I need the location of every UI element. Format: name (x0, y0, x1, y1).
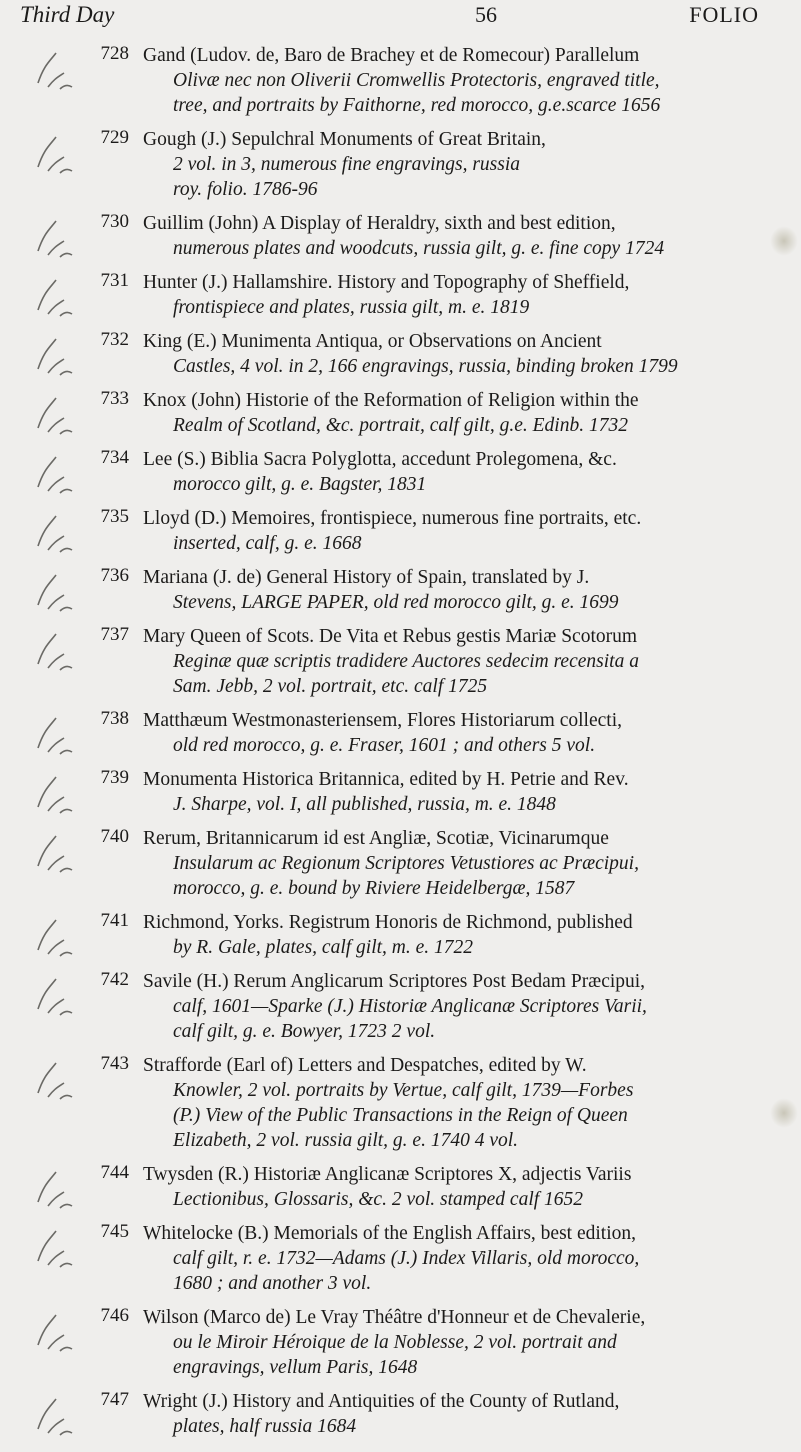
handwritten-annotation (30, 1221, 80, 1279)
lot-description (143, 506, 763, 556)
lot-line: 1680 ; and another 3 vol. (173, 1273, 372, 1294)
handwritten-annotation (30, 211, 80, 269)
lot-line: Strafforde (Earl of) Letters and Despatches, edited by W. (143, 1055, 587, 1076)
lot-line: Realm of Scotland, &c. portrait, calf gilt, g.e. Edinb. 1732 (173, 415, 628, 436)
handwritten-annotation (30, 1389, 80, 1447)
lot-line: Mary Queen of Scots. De Vita et Rebus gestis Mariæ Scotorum (143, 626, 638, 647)
handwritten-annotation (30, 447, 80, 505)
lot-number: 729 (100, 127, 129, 148)
handwritten-annotation (30, 708, 80, 766)
handwritten-annotation (30, 270, 80, 328)
paper-stain (770, 1098, 798, 1128)
lot-number: 735 (100, 506, 129, 527)
lot-line: plates, half russia 1684 (173, 1416, 357, 1437)
lot-line: J. Sharpe, vol. I, all published, russia, m. e. 1848 (173, 794, 556, 815)
header-day: Third Day (20, 2, 115, 27)
handwritten-annotation (30, 1053, 80, 1111)
lot-line: calf gilt, g. e. Bowyer, 1723 2 vol. (173, 1021, 436, 1042)
lot-line: Wilson (Marco de) Le Vray Théâtre d'Honneur et de Chevalerie, (143, 1307, 646, 1328)
paper-stain (770, 226, 798, 256)
lot-description (143, 388, 763, 438)
lot-line: Mariana (J. de) General History of Spain, translated by J. (143, 567, 590, 588)
lot-line: (P.) View of the Public Transactions in the Reign of Queen (173, 1105, 628, 1126)
lot-description (143, 1305, 763, 1380)
lot-line: Guillim (John) A Display of Heraldry, sixth and best edition, (143, 213, 616, 234)
lot-number: 744 (100, 1162, 129, 1183)
lot-line: numerous plates and woodcuts, russia gilt, g. e. fine copy 1724 (173, 238, 665, 259)
lot-number: 730 (100, 211, 129, 232)
lot-line: King (E.) Munimenta Antiqua, or Observations on Ancient (143, 331, 602, 352)
lot-line: Lloyd (D.) Memoires, frontispiece, numerous fine portraits, etc. (143, 508, 642, 529)
lot-line: Stevens, LARGE PAPER, old red morocco gilt, g. e. 1699 (173, 592, 619, 613)
lot-description (143, 1389, 763, 1439)
lot-number: 728 (100, 43, 129, 64)
handwritten-annotation (30, 826, 80, 884)
lot-description (143, 270, 763, 320)
lot-line: morocco gilt, g. e. Bagster, 1831 (173, 474, 427, 495)
lot-line: Olivæ nec non Oliverii Cromwellis Protectoris, engraved title, (173, 70, 660, 91)
lot-description (143, 565, 763, 615)
lot-number: 731 (100, 270, 129, 291)
lot-number: 740 (100, 826, 129, 847)
lot-line: Reginæ quæ scriptis tradidere Auctores sedecim recensita a (173, 651, 639, 672)
lot-number: 739 (100, 767, 129, 788)
handwritten-annotation (30, 506, 80, 564)
lot-line: Hunter (J.) Hallamshire. History and Topography of Sheffield, (143, 272, 630, 293)
lot-line: Matthæum Westmonasteriensem, Flores Historiarum collecti, (143, 710, 622, 731)
lot-description (143, 127, 763, 202)
lot-line: 2 vol. in 3, numerous fine engravings, russia (173, 154, 521, 175)
lot-line: ou le Miroir Héroique de la Noblesse, 2 vol. portrait and (173, 1332, 617, 1353)
handwritten-annotation (30, 127, 80, 185)
lot-description (143, 910, 763, 960)
page-header (20, 2, 759, 38)
lot-line: calf gilt, r. e. 1732—Adams (J.) Index Villaris, old morocco, (173, 1248, 640, 1269)
lot-line: Lectionibus, Glossaris, &c. 2 vol. stamped calf 1652 (173, 1189, 584, 1210)
lot-line: Sam. Jebb, 2 vol. portrait, etc. calf 1725 (173, 676, 488, 697)
handwritten-annotation (30, 388, 80, 446)
lot-line: roy. folio. 1786-96 (173, 179, 318, 200)
lot-line: morocco, g. e. bound by Riviere Heidelbergæ, 1587 (173, 878, 575, 899)
handwritten-annotation (30, 43, 80, 101)
handwritten-annotation (30, 767, 80, 825)
lot-line: Savile (H.) Rerum Anglicarum Scriptores Post Bedam Præcipui, (143, 971, 646, 992)
handwritten-annotation (30, 910, 80, 968)
lot-line: old red morocco, g. e. Fraser, 1601 ; and others 5 vol. (173, 735, 596, 756)
lot-number: 736 (100, 565, 129, 586)
lot-line: Lee (S.) Biblia Sacra Polyglotta, accedunt Prolegomena, &c. (143, 449, 617, 470)
lot-description (143, 1053, 763, 1153)
lot-description (143, 969, 763, 1044)
lot-description (143, 708, 763, 758)
lot-number: 742 (100, 969, 129, 990)
lot-line: engravings, vellum Paris, 1648 (173, 1357, 418, 1378)
lot-line: Castles, 4 vol. in 2, 166 engravings, russia, binding broken 1799 (173, 356, 678, 377)
lot-number: 745 (100, 1221, 129, 1242)
lot-line: Gand (Ludov. de, Baro de Brachey et de Romecour) Parallelum (143, 45, 640, 66)
lot-description (143, 1221, 763, 1296)
lot-description (143, 1162, 763, 1212)
lot-description (143, 826, 763, 901)
lot-description (143, 624, 763, 699)
lot-line: Gough (J.) Sepulchral Monuments of Great Britain, (143, 129, 546, 150)
lot-line: inserted, calf, g. e. 1668 (173, 533, 362, 554)
lot-line: Wright (J.) History and Antiquities of the County of Rutland, (143, 1391, 620, 1412)
lot-number: 734 (100, 447, 129, 468)
lot-line: frontispiece and plates, russia gilt, m. e. 1819 (173, 297, 530, 318)
lot-number: 737 (100, 624, 129, 645)
lot-line: tree, and portraits by Faithorne, red morocco, g.e.scarce 1656 (173, 95, 661, 116)
lot-line: calf, 1601—Sparke (J.) Historiæ Anglicanæ Scriptores Varii, (173, 996, 647, 1017)
handwritten-annotation (30, 1162, 80, 1220)
lot-description (143, 447, 763, 497)
lot-description (143, 767, 763, 817)
lot-number: 746 (100, 1305, 129, 1326)
lot-number: 747 (100, 1389, 129, 1410)
lot-line: Insularum ac Regionum Scriptores Vetustiores ac Præcipui, (173, 853, 639, 874)
header-page-number: 56 (475, 2, 497, 27)
handwritten-annotation (30, 1305, 80, 1363)
lot-number: 741 (100, 910, 129, 931)
handwritten-annotation (30, 624, 80, 682)
lot-description (143, 329, 763, 379)
lot-line: by R. Gale, plates, calf gilt, m. e. 1722 (173, 937, 474, 958)
lot-number: 732 (100, 329, 129, 350)
lot-line: Whitelocke (B.) Memorials of the English Affairs, best edition, (143, 1223, 636, 1244)
handwritten-annotation (30, 329, 80, 387)
lot-number: 743 (100, 1053, 129, 1074)
lot-line: Elizabeth, 2 vol. russia gilt, g. e. 1740 4 vol. (173, 1130, 519, 1151)
lot-line: Twysden (R.) Historiæ Anglicanæ Scriptores X, adjectis Variis (143, 1164, 632, 1185)
lot-line: Richmond, Yorks. Registrum Honoris de Richmond, published (143, 912, 633, 933)
lot-description (143, 211, 763, 261)
lot-number: 738 (100, 708, 129, 729)
header-section: FOLIO (689, 2, 759, 27)
handwritten-annotation (30, 565, 80, 623)
lot-line: Knowler, 2 vol. portraits by Vertue, calf gilt, 1739—Forbes (173, 1080, 634, 1101)
lot-description (143, 43, 763, 118)
lot-line: Monumenta Historica Britannica, edited by H. Petrie and Rev. (143, 769, 629, 790)
handwritten-annotation (30, 969, 80, 1027)
lot-line: Rerum, Britannicarum id est Angliæ, Scotiæ, Vicinarumque (143, 828, 609, 849)
lot-number: 733 (100, 388, 129, 409)
lot-line: Knox (John) Historie of the Reformation of Religion within the (143, 390, 639, 411)
